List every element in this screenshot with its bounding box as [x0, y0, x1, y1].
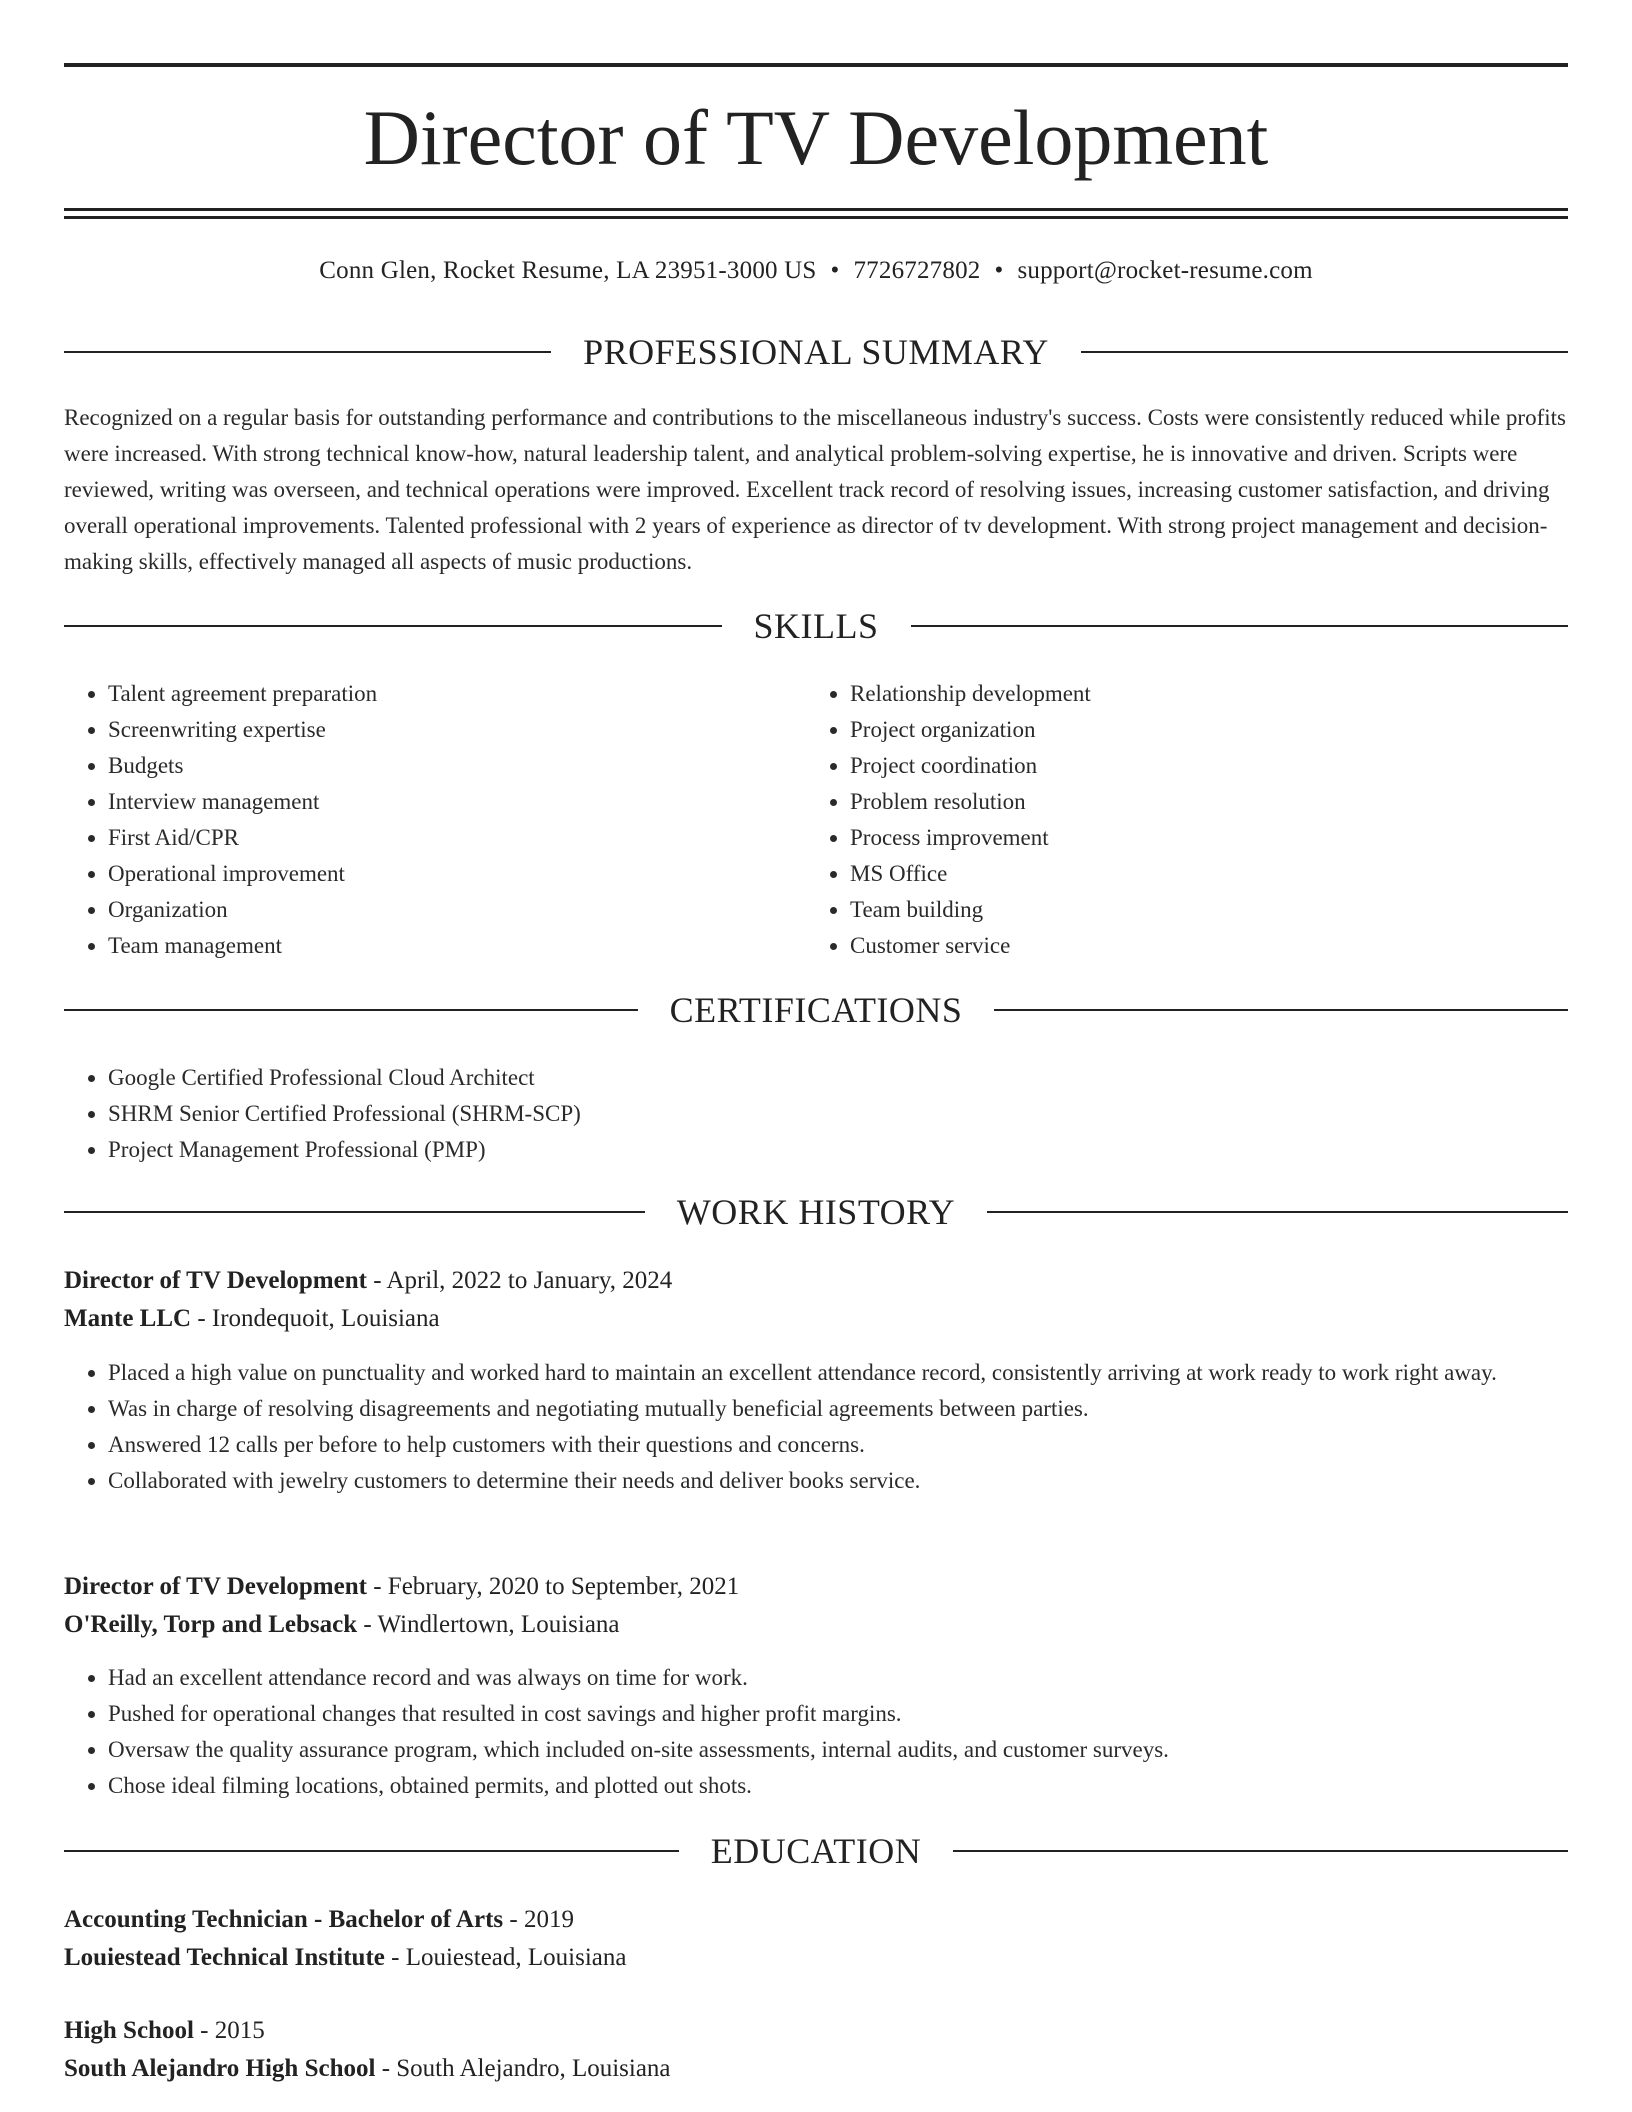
contact-separator: •	[994, 257, 1004, 284]
job-company: O'Reilly, Torp and Lebsack	[64, 1611, 358, 1638]
certification-item: • SHRM Senior Certified Professional (SHRM-SCP)	[108, 1096, 1568, 1132]
job-dates: - February, 2020 to September, 2021	[366, 1573, 740, 1600]
section-rule	[64, 1009, 638, 1011]
section-title: WORK HISTORY	[676, 1192, 956, 1232]
resume-name: Director of TV Development	[363, 94, 1269, 181]
section-header-education	[64, 1829, 1568, 1873]
section-rule	[64, 351, 551, 353]
job-location: - Windlertown, Louisiana	[357, 1611, 620, 1638]
section-rule	[1081, 351, 1568, 353]
education-school-line	[64, 1939, 1568, 1977]
job-dates: - April, 2022 to January, 2024	[366, 1267, 673, 1294]
section-header-summary	[64, 330, 1568, 374]
skill-item: • Project coordination	[850, 748, 1550, 784]
section-rule	[64, 1850, 679, 1852]
section-rule	[64, 625, 722, 627]
skill-item: • First Aid/CPR	[108, 820, 808, 856]
job-bullets	[64, 1660, 1568, 1804]
job-role: Director of TV Development	[64, 1573, 367, 1600]
contact-address: Conn Glen, Rocket Resume, LA 23951-3000 US	[319, 257, 817, 284]
job-location: - Irondequoit, Louisiana	[191, 1305, 440, 1332]
header-double-rule-upper	[64, 208, 1568, 211]
job-company: Mante LLC	[64, 1305, 192, 1332]
job-bullet: • Pushed for operational changes that resulted in cost savings and higher profit margins.	[108, 1696, 1568, 1732]
contact-separator: •	[830, 257, 840, 284]
section-rule	[953, 1850, 1568, 1852]
education-year: - 2019	[503, 1906, 574, 1933]
education-location: - South Alejandro, Louisiana	[375, 2055, 671, 2082]
skill-item: • Relationship development	[850, 676, 1550, 712]
section-rule	[64, 1211, 645, 1213]
education-school: Louiestead Technical Institute	[64, 1944, 385, 1971]
skill-item: • Team building	[850, 892, 1550, 928]
section-header-certifications	[64, 988, 1568, 1032]
section-title: PROFESSIONAL SUMMARY	[583, 332, 1049, 372]
contact-phone: 7726727802	[853, 257, 981, 284]
job-bullet: • Was in charge of resolving disagreements and negotiating mutually beneficial agreements between parties.	[108, 1391, 1568, 1427]
job-bullet: • Collaborated with jewelry customers to determine their needs and deliver books service.	[108, 1463, 1568, 1499]
education-degree: Accounting Technician - Bachelor of Arts	[64, 1906, 504, 1933]
job-bullet: • Placed a high value on punctuality and worked hard to maintain an excellent attendance record, consistently arriving at work ready to work right away.	[108, 1355, 1568, 1391]
job-title-line	[64, 1568, 1568, 1606]
skills-list-right	[806, 676, 1550, 964]
certification-item: • Google Certified Professional Cloud Architect	[108, 1060, 1568, 1096]
skill-item: • Customer service	[850, 928, 1550, 964]
certifications-list	[64, 1060, 1568, 1168]
job-bullet: • Had an excellent attendance record and was always on time for work.	[108, 1660, 1568, 1696]
section-title: EDUCATION	[710, 1831, 922, 1871]
section-header-work-history	[64, 1190, 1568, 1234]
skill-item: • Problem resolution	[850, 784, 1550, 820]
job-bullet: • Answered 12 calls per before to help customers with their questions and concerns.	[108, 1427, 1568, 1463]
skill-item: • Screenwriting expertise	[108, 712, 808, 748]
contact-email: support@rocket-resume.com	[1017, 257, 1313, 284]
education-degree: High School	[64, 2017, 194, 2044]
certification-item: • Project Management Professional (PMP)	[108, 1132, 1568, 1168]
section-rule	[987, 1211, 1568, 1213]
skill-item: • Talent agreement preparation	[108, 676, 808, 712]
section-header-skills	[64, 604, 1568, 648]
skill-item: • Process improvement	[850, 820, 1550, 856]
education-school-line	[64, 2050, 1568, 2088]
job-bullet: • Oversaw the quality assurance program, which included on-site assessments, internal audits, and customer surveys.	[108, 1732, 1568, 1768]
skill-item: • Organization	[108, 892, 808, 928]
job-company-line	[64, 1300, 1568, 1338]
job-company-line	[64, 1606, 1568, 1644]
section-rule	[994, 1009, 1568, 1011]
section-title: SKILLS	[753, 606, 879, 646]
job-title-line	[64, 1262, 1568, 1300]
job-role: Director of TV Development	[64, 1267, 367, 1294]
education-school: South Alejandro High School	[64, 2055, 376, 2082]
section-rule	[911, 625, 1569, 627]
section-title: CERTIFICATIONS	[669, 990, 963, 1030]
education-degree-line	[64, 2012, 1568, 2050]
header-top-rule	[64, 63, 1568, 67]
skills-list-left	[64, 676, 808, 964]
education-location: - Louiestead, Louisiana	[384, 1944, 627, 1971]
skill-item: • Operational improvement	[108, 856, 808, 892]
skill-item: • MS Office	[850, 856, 1550, 892]
contact-line	[64, 255, 1568, 287]
skill-item: • Team management	[108, 928, 808, 964]
summary-text: Recognized on a regular basis for outstanding performance and contributions to the miscellaneous industry's success. Costs were consistently reduced while profits were increased. With strong technical know-how, natural leadership talent, and analytical problem-solving expertise, he is innovative and driven. Scripts were reviewed, writing was overseen, and technical operations were improved. Excellent track record of resolving issues, increasing customer satisfaction, and driving overall operational improvements. Talented professional with 2 years of experience as director of tv development. With strong project management and decision-making skills, effectively managed all aspects of music productions.	[64, 405, 1566, 574]
header-double-rule-lower	[64, 216, 1568, 219]
skill-item: • Interview management	[108, 784, 808, 820]
job-bullet: • Chose ideal filming locations, obtained permits, and plotted out shots.	[108, 1768, 1568, 1804]
skill-item: • Budgets	[108, 748, 808, 784]
job-bullets	[64, 1355, 1568, 1499]
skill-item: • Project organization	[850, 712, 1550, 748]
education-degree-line	[64, 1901, 1568, 1939]
education-year: - 2015	[193, 2017, 265, 2044]
